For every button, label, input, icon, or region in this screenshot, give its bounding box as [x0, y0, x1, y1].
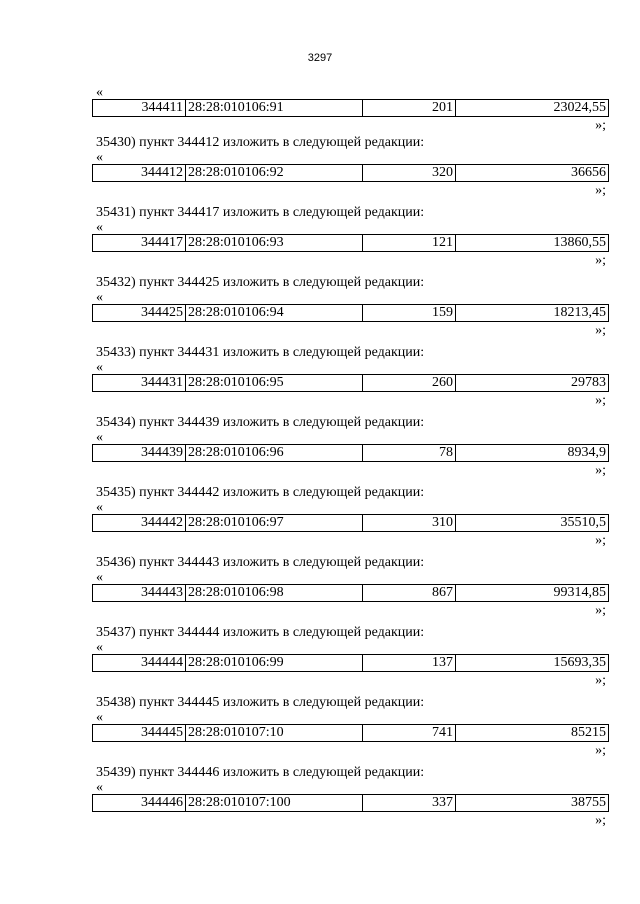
table-row [93, 235, 609, 252]
amendment-heading: 35431) пункт 344417 изложить в следующей редакции: [96, 205, 425, 220]
table-row [93, 585, 609, 602]
cadastral-number-cell: 28:28:010106:97 [186, 515, 363, 532]
cadastral-number-cell: 28:28:010106:91 [186, 100, 363, 117]
page-number: 3297 [307, 52, 333, 64]
row-code-cell: 344411 [93, 100, 186, 117]
opening-quote: « [96, 220, 103, 235]
cadastral-number-cell: 28:28:010106:99 [186, 655, 363, 672]
table-row [93, 445, 609, 462]
area-cell: 310 [363, 515, 456, 532]
opening-quote: « [96, 710, 103, 725]
amendment-heading: 35435) пункт 344442 изложить в следующей редакции: [96, 485, 425, 500]
cadastral-number-cell: 28:28:010107:10 [186, 725, 363, 742]
registry-row-table [92, 514, 609, 532]
row-code-cell: 344417 [93, 235, 186, 252]
table-row [93, 515, 609, 532]
table-row [93, 165, 609, 182]
cadastral-number-cell: 28:28:010106:92 [186, 165, 363, 182]
value-cell: 38755 [456, 795, 609, 812]
area-cell: 260 [363, 375, 456, 392]
amendment-heading: 35433) пункт 344431 изложить в следующей редакции: [96, 345, 425, 360]
amendment-heading: 35439) пункт 344446 изложить в следующей редакции: [96, 765, 425, 780]
value-cell: 13860,55 [456, 235, 609, 252]
amendment-heading: 35434) пункт 344439 изложить в следующей редакции: [96, 415, 425, 430]
registry-row-table [92, 654, 609, 672]
table-row [93, 655, 609, 672]
row-code-cell: 344439 [93, 445, 186, 462]
registry-row-table [92, 99, 609, 117]
value-cell: 15693,35 [456, 655, 609, 672]
closing-quote: »; [595, 463, 606, 478]
row-code-cell: 344443 [93, 585, 186, 602]
amendment-heading: 35437) пункт 344444 изложить в следующей редакции: [96, 625, 425, 640]
registry-row-table [92, 374, 609, 392]
cadastral-number-cell: 28:28:010106:93 [186, 235, 363, 252]
registry-row-table [92, 164, 609, 182]
closing-quote: »; [595, 118, 606, 133]
amendment-heading: 35430) пункт 344412 изложить в следующей редакции: [96, 135, 425, 150]
table-row [93, 100, 609, 117]
closing-quote: »; [595, 393, 606, 408]
area-cell: 159 [363, 305, 456, 322]
opening-quote: « [96, 500, 103, 515]
closing-quote: »; [595, 673, 606, 688]
closing-quote: »; [595, 743, 606, 758]
area-cell: 121 [363, 235, 456, 252]
value-cell: 18213,45 [456, 305, 609, 322]
closing-quote: »; [595, 183, 606, 198]
table-row [93, 725, 609, 742]
row-code-cell: 344445 [93, 725, 186, 742]
area-cell: 741 [363, 725, 456, 742]
area-cell: 201 [363, 100, 456, 117]
registry-row-table [92, 304, 609, 322]
area-cell: 337 [363, 795, 456, 812]
opening-quote: « [96, 780, 103, 795]
amendment-heading: 35438) пункт 344445 изложить в следующей редакции: [96, 695, 425, 710]
opening-quote: « [96, 85, 103, 100]
registry-row-table [92, 444, 609, 462]
area-cell: 78 [363, 445, 456, 462]
opening-quote: « [96, 290, 103, 305]
closing-quote: »; [595, 603, 606, 618]
value-cell: 99314,85 [456, 585, 609, 602]
closing-quote: »; [595, 533, 606, 548]
area-cell: 320 [363, 165, 456, 182]
registry-row-table [92, 234, 609, 252]
value-cell: 8934,9 [456, 445, 609, 462]
value-cell: 29783 [456, 375, 609, 392]
closing-quote: »; [595, 323, 606, 338]
opening-quote: « [96, 150, 103, 165]
row-code-cell: 344431 [93, 375, 186, 392]
amendment-heading: 35432) пункт 344425 изложить в следующей редакции: [96, 275, 425, 290]
table-row [93, 305, 609, 322]
cadastral-number-cell: 28:28:010106:98 [186, 585, 363, 602]
area-cell: 867 [363, 585, 456, 602]
registry-row-table [92, 724, 609, 742]
row-code-cell: 344412 [93, 165, 186, 182]
amendment-heading: 35436) пункт 344443 изложить в следующей редакции: [96, 555, 425, 570]
row-code-cell: 344446 [93, 795, 186, 812]
value-cell: 35510,5 [456, 515, 609, 532]
cadastral-number-cell: 28:28:010106:94 [186, 305, 363, 322]
opening-quote: « [96, 430, 103, 445]
table-row [93, 795, 609, 812]
registry-row-table [92, 794, 609, 812]
cadastral-number-cell: 28:28:010106:96 [186, 445, 363, 462]
area-cell: 137 [363, 655, 456, 672]
registry-row-table [92, 584, 609, 602]
row-code-cell: 344444 [93, 655, 186, 672]
value-cell: 36656 [456, 165, 609, 182]
value-cell: 85215 [456, 725, 609, 742]
opening-quote: « [96, 640, 103, 655]
opening-quote: « [96, 360, 103, 375]
closing-quote: »; [595, 813, 606, 828]
cadastral-number-cell: 28:28:010106:95 [186, 375, 363, 392]
opening-quote: « [96, 570, 103, 585]
value-cell: 23024,55 [456, 100, 609, 117]
cadastral-number-cell: 28:28:010107:100 [186, 795, 363, 812]
table-row [93, 375, 609, 392]
closing-quote: »; [595, 253, 606, 268]
row-code-cell: 344442 [93, 515, 186, 532]
row-code-cell: 344425 [93, 305, 186, 322]
